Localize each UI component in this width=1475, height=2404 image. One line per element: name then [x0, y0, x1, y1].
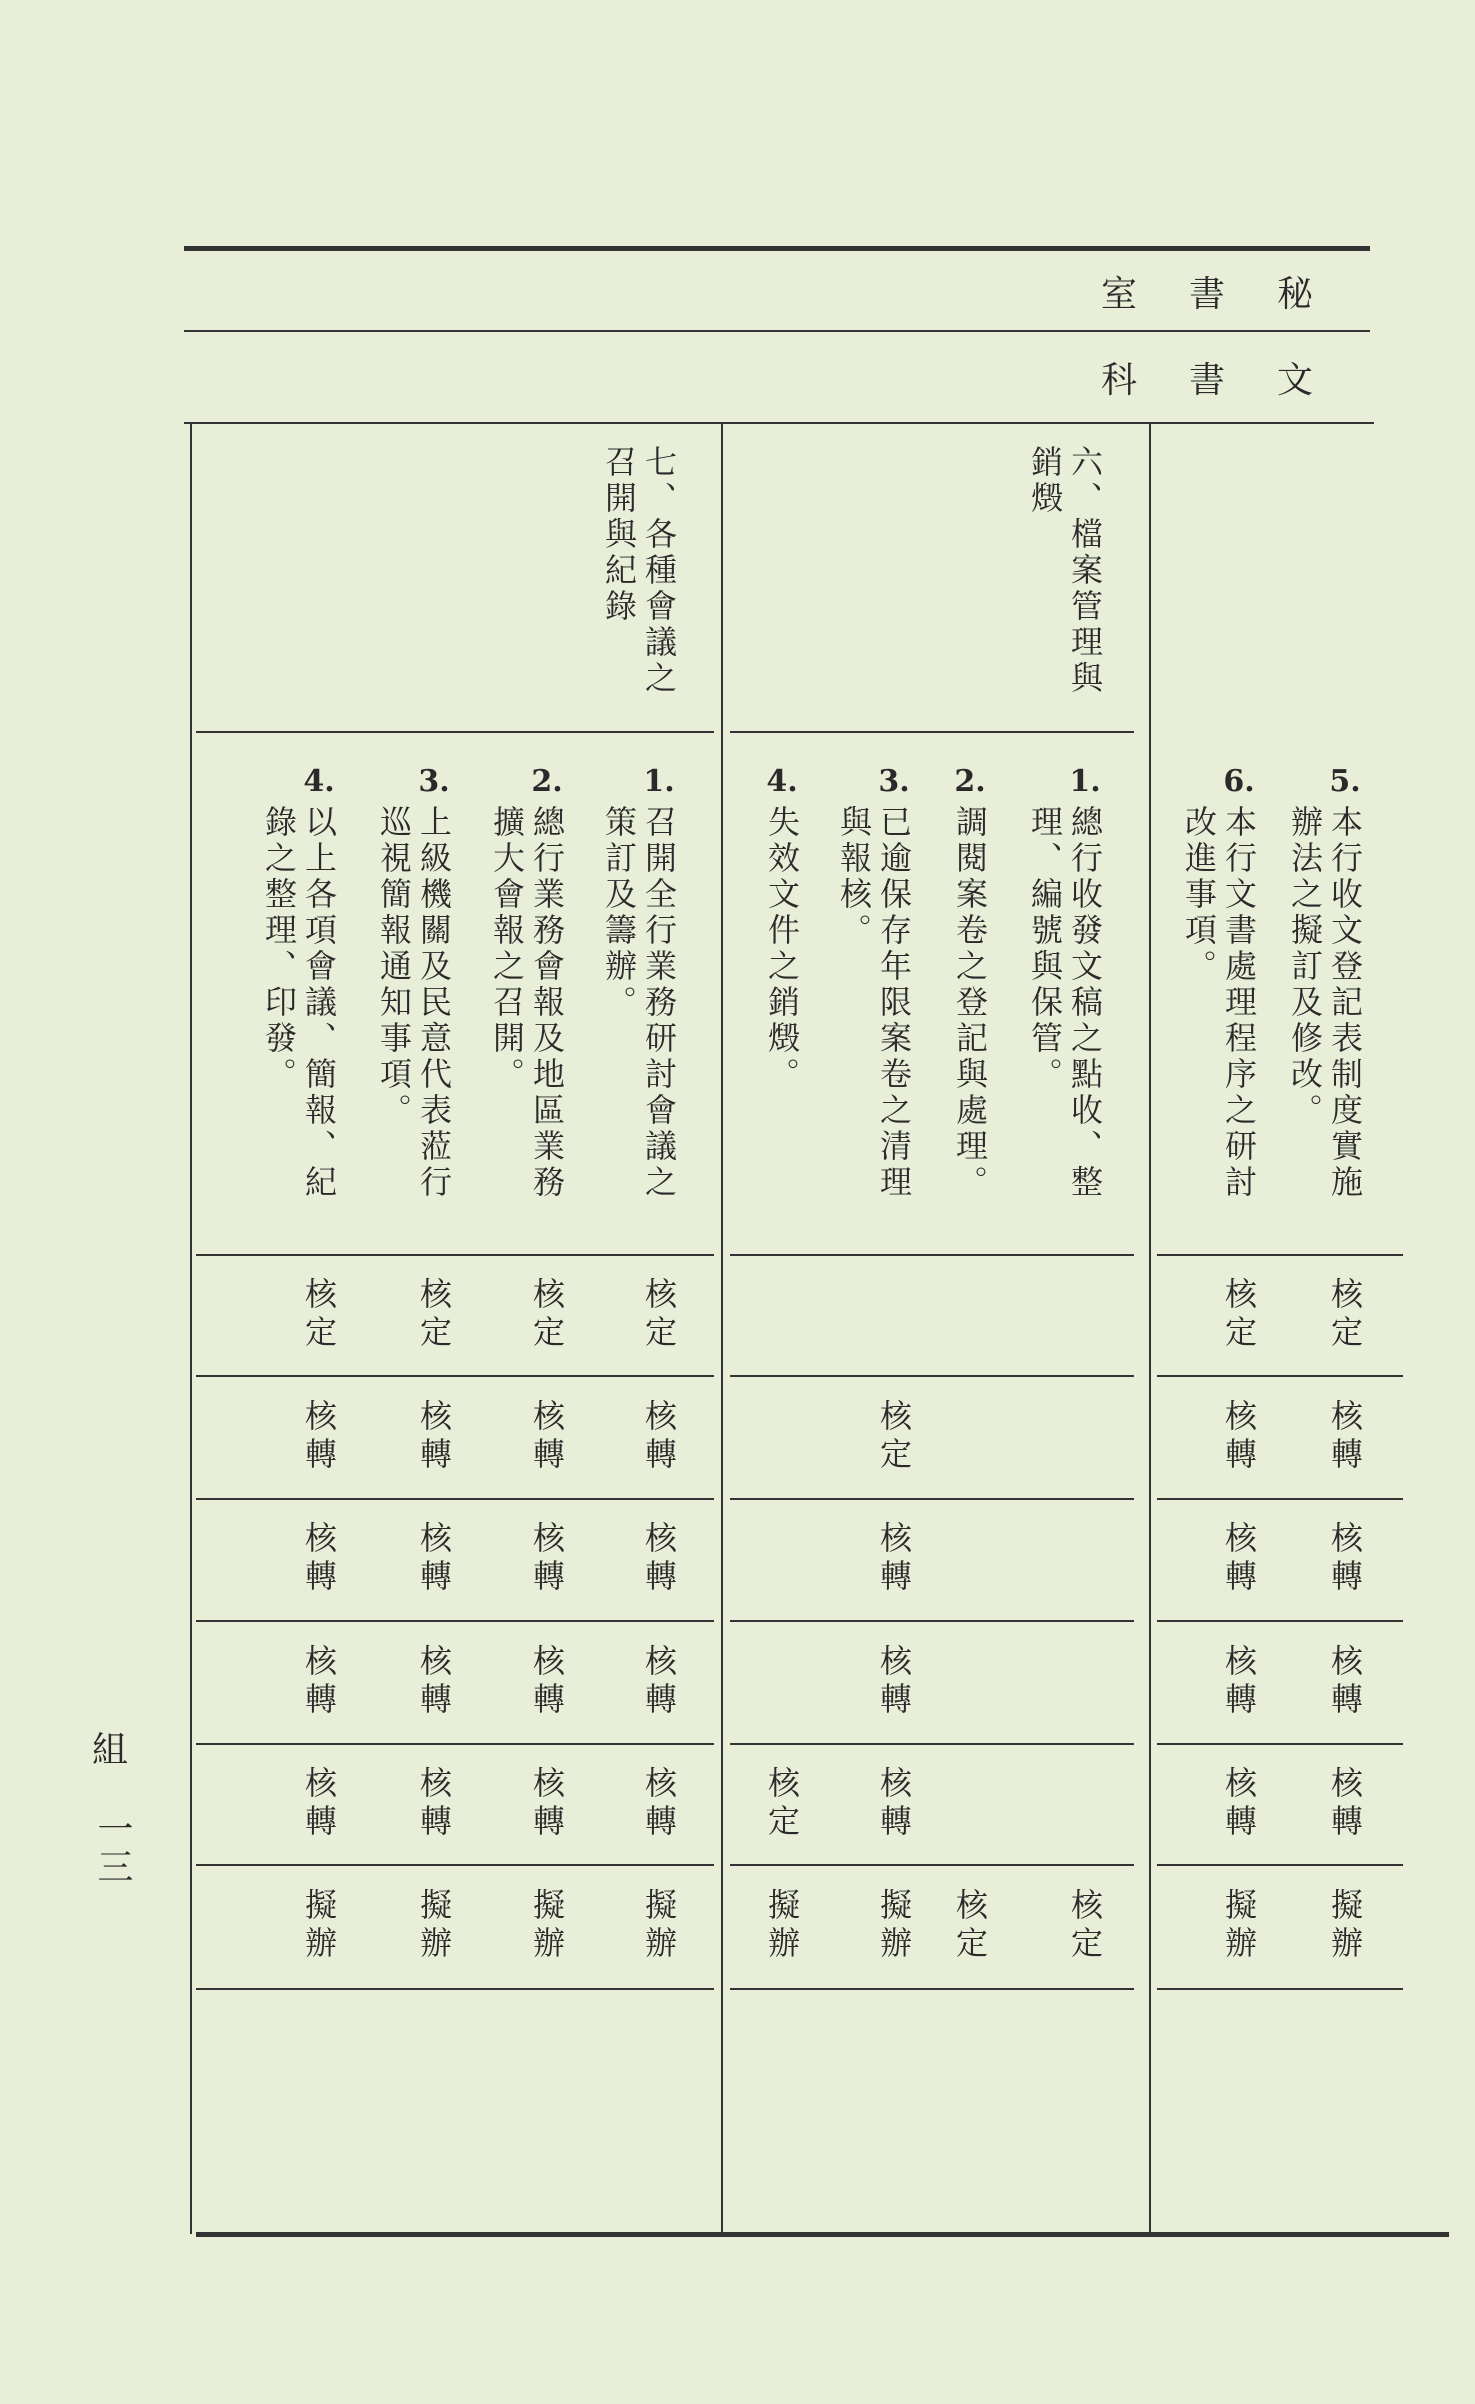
approval-stamp: 核轉: [415, 1643, 453, 1720]
approval-stamp: 核定: [875, 1398, 913, 1475]
item-text: 失效文件之銷燬。: [763, 805, 801, 1093]
row-divider: [1157, 1620, 1403, 1622]
office-title: 秘書室: [1100, 274, 1365, 315]
row-divider: [730, 1375, 1134, 1377]
top-rule: [184, 246, 1370, 251]
approval-stamp: 核轉: [415, 1398, 453, 1475]
item-number: 2.: [954, 764, 986, 799]
approval-stamp: 核轉: [300, 1643, 338, 1720]
row-divider: [196, 1743, 714, 1745]
approval-stamp: 核定: [1326, 1276, 1364, 1353]
approval-stamp: 核轉: [1220, 1643, 1258, 1720]
approval-stamp: 核轉: [640, 1521, 678, 1597]
row-divider: [1157, 1743, 1403, 1745]
item-number: 5.: [1329, 764, 1361, 799]
approval-stamp: 核轉: [640, 1765, 678, 1842]
row-divider: [196, 1254, 714, 1256]
item-number: 4.: [766, 764, 798, 799]
row-divider: [196, 731, 714, 733]
approval-stamp: 核轉: [415, 1521, 453, 1597]
section-title: 文書科: [1100, 360, 1365, 401]
item-text: 已逾保存年限案卷之清理與報核。: [835, 805, 913, 1201]
row-divider: [730, 1743, 1134, 1745]
column-divider-6-cont: [1149, 422, 1151, 2234]
approval-stamp: 核定: [1220, 1276, 1258, 1353]
item-number: 4.: [303, 764, 335, 799]
footer-label: 組: [92, 1730, 129, 1771]
row-divider: [1157, 1864, 1403, 1866]
row-divider: [730, 1498, 1134, 1500]
approval-stamp: 擬辦: [1326, 1888, 1364, 1964]
item-text: 召開全行業務研討會議之策訂及籌辦。: [600, 805, 678, 1201]
item-number: 3.: [878, 764, 910, 799]
approval-stamp: 核轉: [528, 1398, 566, 1475]
header-divider-2: [184, 422, 1374, 424]
row-divider: [730, 1254, 1134, 1256]
approval-stamp: 核轉: [875, 1643, 913, 1720]
item-number: 1.: [1069, 764, 1101, 799]
item-text: 總行業務會報及地區業務擴大會報之召開。: [488, 805, 566, 1201]
approval-stamp: 核定: [951, 1888, 989, 1964]
approval-stamp: 核轉: [1326, 1643, 1364, 1720]
item-number: 6.: [1223, 764, 1255, 799]
approval-stamp: 核定: [528, 1276, 566, 1353]
item-text: 本行文書處理程序之研討改進事項。: [1180, 805, 1258, 1201]
approval-stamp: 核轉: [1220, 1521, 1258, 1597]
approval-stamp: 核轉: [300, 1398, 338, 1475]
row-divider: [196, 1988, 714, 1990]
row-divider: [196, 1864, 714, 1866]
item-text: 上級機關及民意代表蒞行巡視簡報通知事項。: [375, 805, 453, 1201]
approval-stamp: 核轉: [640, 1643, 678, 1720]
approval-stamp: 核定: [763, 1765, 801, 1842]
column-divider-7-6: [721, 422, 723, 2234]
approval-stamp: 核轉: [640, 1398, 678, 1475]
approval-stamp: 核轉: [528, 1765, 566, 1842]
approval-stamp: 核轉: [1326, 1521, 1364, 1597]
approval-stamp: 擬辦: [1220, 1888, 1258, 1964]
approval-stamp: 核轉: [300, 1765, 338, 1842]
row-divider: [730, 1864, 1134, 1866]
row-divider: [1157, 1375, 1403, 1377]
item-text: 總行收發文稿之點收、整理、編號與保管。: [1026, 805, 1104, 1201]
row-divider: [1157, 1498, 1403, 1500]
approval-stamp: 核轉: [1220, 1765, 1258, 1842]
header-divider: [184, 330, 1370, 332]
table-left-border: [190, 422, 192, 2234]
row-divider: [196, 1620, 714, 1622]
item-number: 1.: [643, 764, 675, 799]
approval-stamp: 核轉: [300, 1521, 338, 1597]
approval-stamp: 擬辦: [300, 1888, 338, 1964]
row-divider: [1157, 1988, 1403, 1990]
approval-stamp: 核轉: [1326, 1765, 1364, 1842]
row-divider: [1157, 1254, 1403, 1256]
approval-stamp: 核定: [415, 1276, 453, 1353]
approval-stamp: 核轉: [1220, 1398, 1258, 1475]
row-divider: [730, 1988, 1134, 1990]
page-number: 一三: [92, 1810, 133, 1886]
bottom-rule: [196, 2232, 1449, 2237]
approval-stamp: 核轉: [528, 1521, 566, 1597]
approval-stamp: 核轉: [528, 1643, 566, 1720]
approval-stamp: 核定: [300, 1276, 338, 1353]
group-title: 六、檔案管理與銷燬: [1026, 445, 1104, 697]
approval-stamp: 核定: [640, 1276, 678, 1353]
item-number: 2.: [531, 764, 563, 799]
row-divider: [730, 731, 1134, 733]
approval-stamp: 擬辦: [875, 1888, 913, 1964]
approval-stamp: 擬辦: [763, 1888, 801, 1964]
row-divider: [196, 1375, 714, 1377]
approval-stamp: 擬辦: [640, 1888, 678, 1964]
item-text: 以上各項會議、簡報、紀錄之整理、印發。: [260, 805, 338, 1201]
item-number: 3.: [418, 764, 450, 799]
approval-stamp: 核轉: [415, 1765, 453, 1842]
group-title: 七、各種會議之召開與紀錄: [600, 445, 678, 697]
approval-stamp: 擬辦: [528, 1888, 566, 1964]
approval-stamp: 核定: [1066, 1888, 1104, 1964]
row-divider: [196, 1498, 714, 1500]
approval-stamp: 擬辦: [415, 1888, 453, 1964]
item-text: 調閱案卷之登記與處理。: [951, 805, 989, 1201]
approval-stamp: 核轉: [1326, 1398, 1364, 1475]
row-divider: [730, 1620, 1134, 1622]
item-text: 本行收文登記表制度實施辦法之擬訂及修改。: [1286, 805, 1364, 1201]
approval-stamp: 核轉: [875, 1765, 913, 1842]
approval-stamp: 核轉: [875, 1521, 913, 1597]
